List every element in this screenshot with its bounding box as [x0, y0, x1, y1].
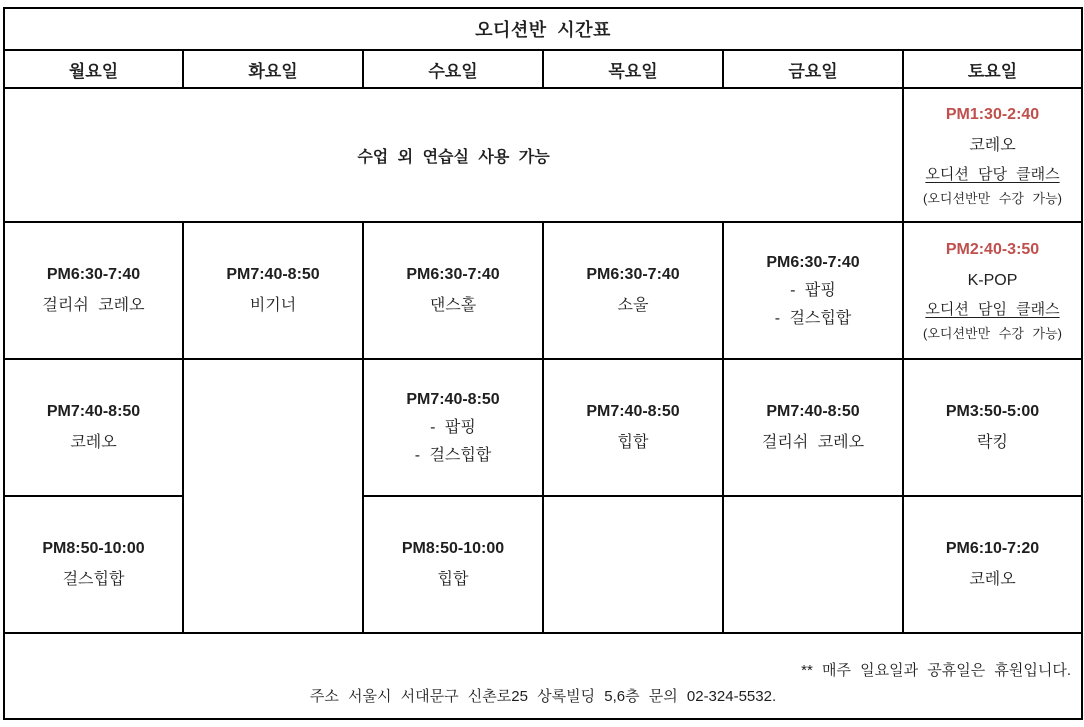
footer-cell [4, 633, 1082, 719]
cell-r4-monday [4, 496, 183, 633]
class-item: - 걸스힙합 [414, 446, 492, 464]
page-title: 오디션반 시간표 [475, 20, 611, 40]
class-restriction-note: (오디션반만 수강 가능) [923, 326, 1062, 341]
class-time: PM7:40-8:50 [406, 390, 500, 408]
cell-r2-thursday [543, 222, 723, 359]
class-name: 걸스힙합 [62, 571, 125, 588]
class-time: PM6:30-7:40 [766, 253, 860, 271]
day-header-wednesday [363, 50, 543, 88]
class-item: - 걸스힙합 [774, 309, 852, 327]
class-name: 코레오 [969, 136, 1016, 154]
class-time: PM8:50-10:00 [42, 540, 145, 557]
class-time: PM6:10-7:20 [945, 540, 1040, 557]
class-name: K-POP [967, 272, 1018, 289]
cell-r3-monday [4, 359, 183, 496]
cell-r4-wednesday [363, 496, 543, 633]
class-teacher-line: 오디션 담임 클래스 [925, 301, 1060, 318]
day-label: 월요일 [68, 61, 119, 81]
cell-r2-wednesday [363, 222, 543, 359]
practice-notice: 수업 외 연습실 사용 가능 [357, 148, 550, 166]
day-label: 금요일 [788, 61, 838, 81]
class-time: PM7:40-8:50 [226, 266, 320, 283]
cell-r4-friday-empty [723, 496, 903, 633]
day-label: 수요일 [428, 61, 478, 81]
cell-r3-thursday [543, 359, 723, 496]
cell-r2-saturday [903, 222, 1082, 359]
class-name: 코레오 [70, 434, 117, 451]
class-time: PM2:40-3:50 [945, 241, 1040, 258]
cell-r3-friday [723, 359, 903, 496]
class-time: PM6:30-7:40 [46, 266, 141, 283]
day-header-thursday [543, 50, 723, 88]
class-item: - 팝핑 [790, 281, 836, 299]
class-name: 힙합 [617, 434, 649, 451]
cell-r3r4-tuesday-empty [183, 359, 363, 633]
class-time: PM7:40-8:50 [766, 403, 860, 420]
cell-r3-saturday [903, 359, 1082, 496]
day-label: 토요일 [967, 61, 1018, 81]
class-time: PM3:50-5:00 [945, 403, 1040, 420]
day-header-friday [723, 50, 903, 88]
cell-r3-wednesday [363, 359, 543, 496]
cell-r4-thursday-empty [543, 496, 723, 633]
holiday-note: ** 매주 일요일과 공휴일은 휴원입니다. [801, 662, 1071, 679]
cell-r2-friday [723, 222, 903, 359]
day-label: 목요일 [608, 61, 658, 81]
cell-r1-saturday [903, 88, 1082, 222]
class-name: 힙합 [437, 571, 469, 588]
class-name: 소울 [617, 297, 649, 314]
cell-r2-monday [4, 222, 183, 359]
class-time: PM8:50-10:00 [401, 540, 505, 557]
class-time: PM7:40-8:50 [586, 403, 680, 420]
day-header-tuesday [183, 50, 363, 88]
class-restriction-note: (오디션반만 수강 가능) [923, 190, 1062, 206]
class-time: PM6:30-7:40 [586, 266, 680, 283]
class-name: 코레오 [969, 571, 1016, 588]
class-time: PM1:30-2:40 [945, 105, 1040, 123]
day-header-monday [4, 50, 183, 88]
day-header-saturday [903, 50, 1082, 88]
class-teacher-line: 오디션 담당 클래스 [925, 165, 1060, 183]
class-name: 댄스홀 [429, 297, 477, 314]
title-cell [4, 8, 1082, 50]
class-name: 비기너 [249, 297, 297, 314]
class-name: 걸리쉬 코레오 [42, 297, 145, 314]
class-name: 락킹 [977, 434, 1008, 451]
class-time: PM6:30-7:40 [406, 266, 500, 283]
cell-r4-saturday [903, 496, 1082, 633]
timetable [3, 7, 1083, 720]
class-item: - 팝핑 [430, 418, 476, 436]
practice-notice-cell [4, 88, 903, 222]
address-line: 주소 서울시 서대문구 신촌로25 상록빌딩 5,6층 문의 02-324-5532. [309, 688, 777, 705]
class-name: 걸리쉬 코레오 [761, 434, 865, 451]
cell-r2-tuesday [183, 222, 363, 359]
class-time: PM7:40-8:50 [46, 403, 141, 420]
day-label: 화요일 [248, 61, 298, 81]
